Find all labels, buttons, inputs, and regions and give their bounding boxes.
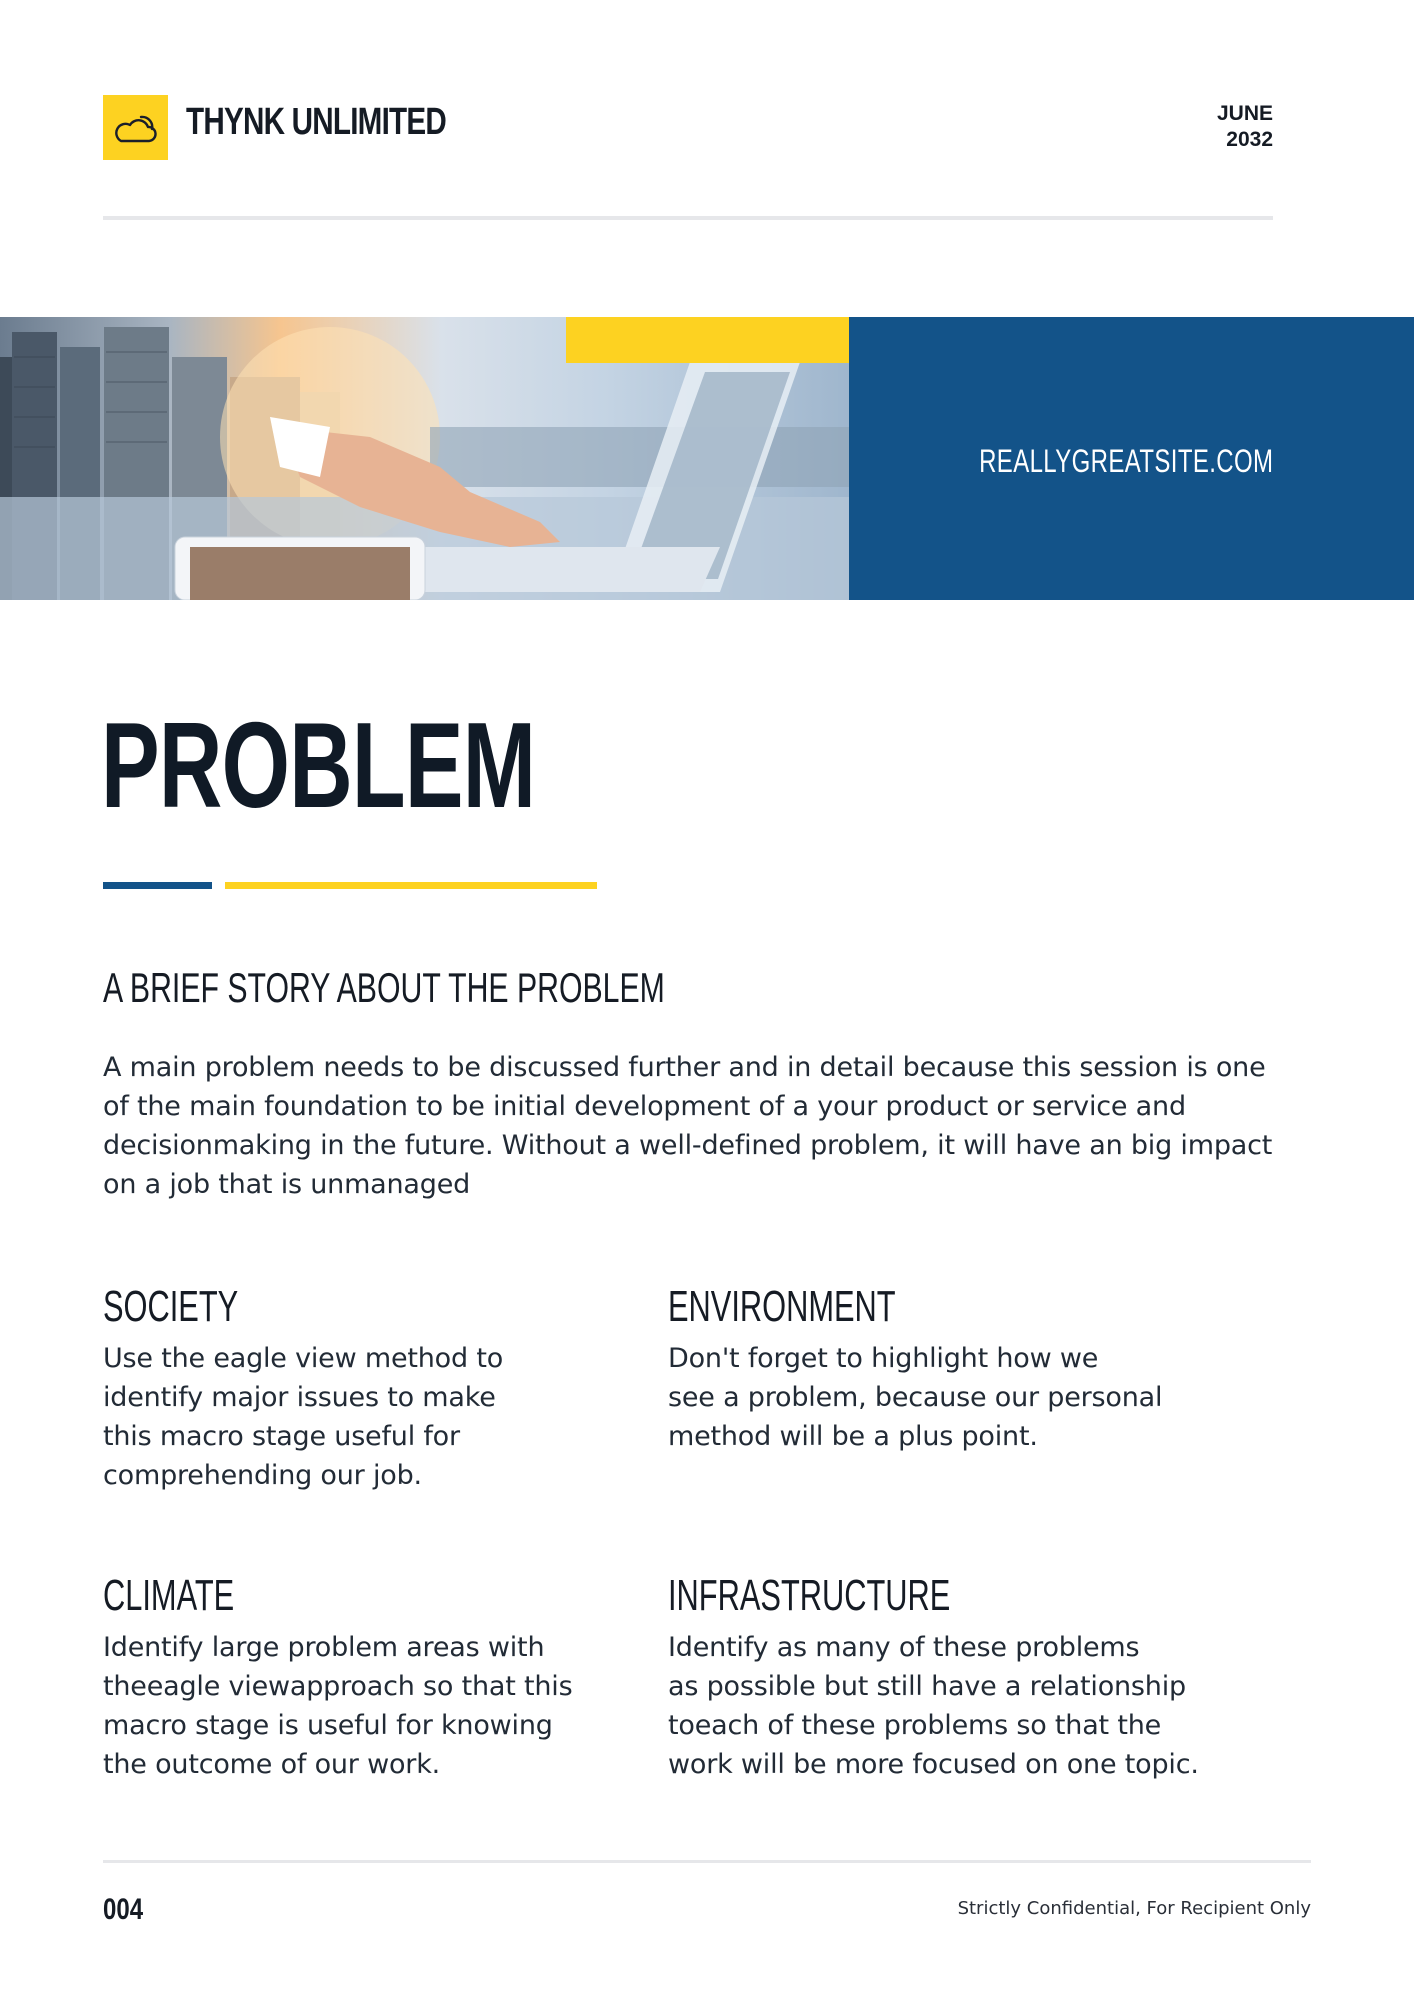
society-heading: SOCIETY — [103, 1282, 239, 1331]
climate-text: Identify large problem areas with theeagle viewapproach so that this macro stage is useful for knowing the outcome of our work. — [103, 1632, 573, 1780]
report-date — [1217, 101, 1273, 153]
society-text: Use the eagle view method to identify major issues to make this macro stage useful for comprehending our job. — [103, 1343, 504, 1491]
website-link[interactable]: REALLYGREATSITE.COM — [978, 443, 1273, 479]
section-subtitle: A BRIEF STORY ABOUT THE PROBLEM — [103, 964, 665, 1011]
logo-mark — [103, 95, 168, 160]
brand-name: THYNK UNLIMITED — [186, 101, 446, 143]
intro-paragraph: A main problem needs to be discussed further and in detail because this session is one of the main foundation to be initial development of a your product or service and decisionmaking in the future. Without a well-defined problem, it will have an big impact on a job that is unmanaged — [103, 1052, 1273, 1200]
page-number: 004 — [103, 1893, 144, 1926]
environment-text: Don't forget to highlight how we see a problem, because our personal method will be a plus point. — [668, 1343, 1163, 1452]
banner-accent — [566, 317, 849, 363]
title-underline-blue — [103, 882, 212, 889]
climate-heading: CLIMATE — [103, 1571, 235, 1620]
infrastructure-heading: INFRASTRUCTURE — [668, 1571, 951, 1620]
header-divider — [103, 216, 1273, 220]
confidential-note: Strictly Confidential, For Recipient Only — [957, 1898, 1311, 1919]
date-month: JUNE — [1216, 102, 1273, 125]
infrastructure-text: Identify as many of these problems as possible but still have a relationship toeach of these problems so that the work will be more focused on one topic. — [668, 1632, 1199, 1780]
footer-divider — [103, 1860, 1311, 1863]
title-underline-yellow — [225, 882, 597, 889]
page-title: PROBLEM — [101, 697, 536, 833]
environment-heading: ENVIRONMENT — [668, 1282, 896, 1331]
date-year: 2032 — [1226, 128, 1273, 151]
cloud-sun-icon — [103, 95, 168, 160]
